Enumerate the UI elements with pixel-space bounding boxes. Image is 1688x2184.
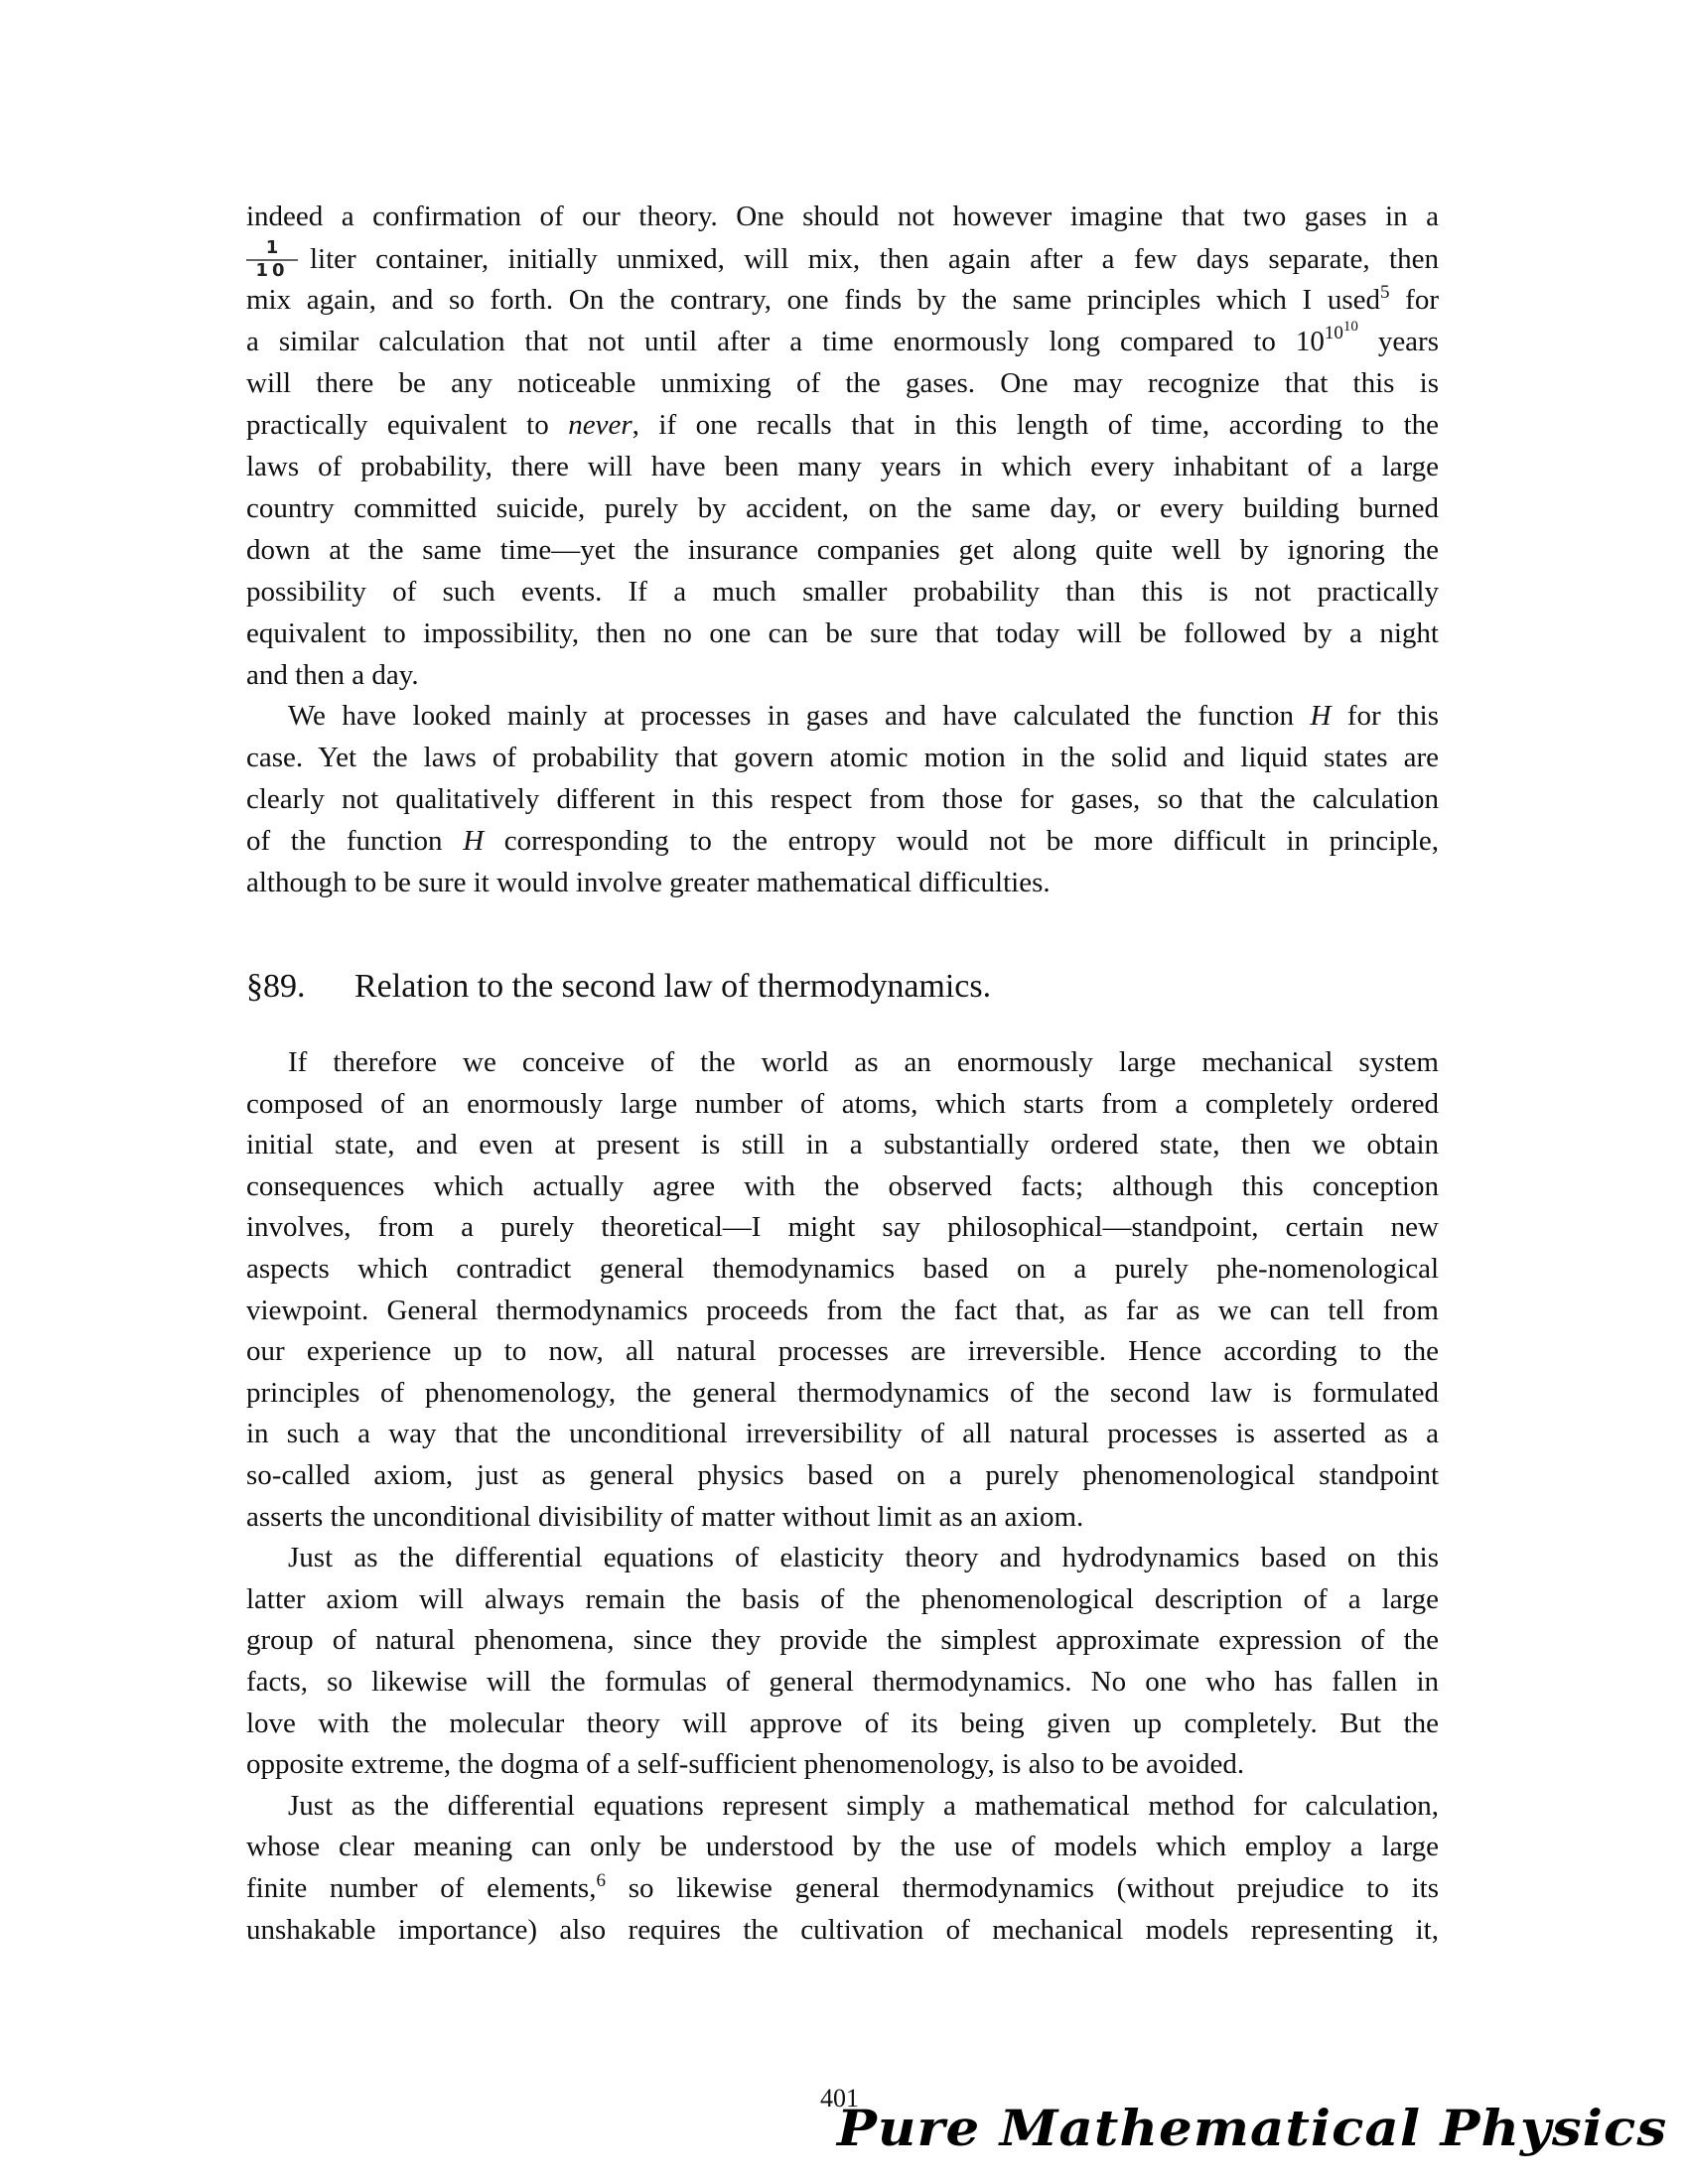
fraction-one-tenth — [246, 238, 298, 282]
p3-line-5: involves, from a purely theoretical—I might say philosophical—standpoint, certain new — [246, 1211, 1439, 1243]
p1-line-6-text: practically equivalent to — [246, 409, 549, 441]
footnote-ref-6[interactable]: 6 — [596, 1870, 606, 1891]
p2-line-5: although to be sure it would involve greater mathematical difficulties. — [246, 867, 1051, 898]
p3-line-1: If therefore we conceive of the world as an enormously large mechanical system — [288, 1046, 1439, 1078]
p3-line-11: so-called axiom, just as general physics based on a purely phenomenological standpoint — [246, 1459, 1439, 1491]
p2-line-3: clearly not qualitatively different in this respect from those for gases, so that the calculation — [246, 783, 1439, 815]
power-exponent — [1324, 319, 1358, 343]
p1-line-5: will there be any noticeable unmixing of the gases. One may recognize that this is — [246, 367, 1439, 399]
p2-line-4 — [246, 821, 1439, 863]
p1-line-8: country committed suicide, purely by accident, on the same day, or every building burned — [246, 492, 1439, 524]
power-exp2: 10 — [1342, 319, 1358, 335]
page-number: 401 — [820, 2084, 859, 2113]
p1-line-2-text: liter container, initially unmixed, will mix, then again after a few days separate, then — [310, 243, 1439, 275]
fraction-numerator: 1 — [265, 237, 279, 258]
p1-line-7: laws of probability, there will have been many years in which every inhabitant of a large — [246, 451, 1439, 482]
p5-line-4: unshakable importance) also requires the cultivation of mechanical models representing it, — [246, 1914, 1439, 1946]
p1-line-9: down at the same time—yet the insurance companies get along quite well by ignoring the — [246, 534, 1439, 566]
power-base: 10 — [1295, 326, 1325, 357]
fraction-denominator: 10 — [255, 260, 289, 281]
p2-line-4-tail: corresponding to the entropy would not be more difficult in principle, — [484, 825, 1440, 857]
italic-H: H — [463, 825, 485, 857]
p1-line-3-tail: for — [1389, 284, 1439, 316]
p3-line-6: aspects which contradict general themodynamics based on a purely phe-nomenological — [246, 1253, 1439, 1285]
p3-line-2: composed of an enormously large number of atoms, which starts from a completely ordered — [246, 1088, 1439, 1120]
p3-line-8: our experience up to now, all natural processes are irreversible. Hence according to the — [246, 1335, 1439, 1367]
p3-line-4: consequences which actually agree with the observed facts; although this conception — [246, 1170, 1439, 1202]
power-tower — [1295, 319, 1358, 357]
p4-line-2: latter axiom will always remain the basis of the phenomenological description of a large — [246, 1583, 1439, 1615]
p5-line-3-tail: so likewise general thermodynamics (without prejudice to its — [605, 1872, 1439, 1904]
p1-line-4 — [246, 319, 1439, 363]
p3-line-9: principles of phenomenology, the general thermodynamics of the second law is formulated — [246, 1377, 1439, 1409]
p5-line-2: whose clear meaning can only be understood by the use of models which employ a large — [246, 1831, 1439, 1862]
p4-line-5: love with the molecular theory will approve of its being given up completely. But the — [246, 1707, 1439, 1739]
p3-line-10: in such a way that the unconditional irreversibility of all natural processes is asserted as a — [246, 1418, 1439, 1449]
p3-line-12: asserts the unconditional divisibility of matter without limit as an axiom. — [246, 1501, 1084, 1533]
p3-line-7: viewpoint. General thermodynamics proceeds from the fact that, as far as we can tell from — [246, 1295, 1439, 1326]
p4-line-6: opposite extreme, the dogma of a self-sufficient phenomenology, is also to be avoided. — [246, 1748, 1245, 1780]
p2-line-1 — [288, 696, 1439, 738]
p1-line-3-text: mix again, and so forth. On the contrary, one finds by the same principles which I used — [246, 284, 1380, 316]
p2-line-1-tail: for this — [1331, 700, 1440, 732]
power-exp1: 10 — [1324, 323, 1343, 343]
p1-line-6-tail: , if one recalls that in this length of time, according to the — [632, 409, 1440, 441]
p1-line-4-text: a similar calculation that not until after a time enormously long compared to — [246, 326, 1276, 357]
italic-H: H — [1310, 700, 1332, 732]
footer-brand-logo: Pure Mathematical Physics — [837, 2099, 1668, 2157]
p5-line-3 — [246, 1868, 1439, 1910]
section-heading — [246, 963, 1439, 1011]
p1-line-12: and then a day. — [246, 659, 419, 691]
section-title: Relation to the second law of thermodynamics. — [354, 968, 992, 1005]
p1-line-4-tail: years — [1357, 326, 1439, 357]
p1-line-2 — [246, 238, 1439, 280]
p2-line-1-text: We have looked mainly at processes in gases and have calculated the function — [288, 700, 1295, 732]
section-number: §89. — [246, 968, 306, 1005]
p5-line-1: Just as the differential equations represent simply a mathematical method for calculation, — [288, 1790, 1439, 1822]
p2-line-2: case. Yet the laws of probability that govern atomic motion in the solid and liquid states are — [246, 742, 1439, 773]
p4-line-1: Just as the differential equations of elasticity theory and hydrodynamics based on this — [288, 1542, 1439, 1573]
p1-line-11: equivalent to impossibility, then no one can be sure that today will be followed by a night — [246, 617, 1439, 649]
p4-line-4: facts, so likewise will the formulas of general thermodynamics. No one who has fallen in — [246, 1666, 1439, 1698]
italic-never: never — [568, 409, 633, 441]
p1-line-10: possibility of such events. If a much smaller probability than this is not practically — [246, 576, 1439, 608]
p3-line-3: initial state, and even at present is still in a substantially ordered state, then we obtain — [246, 1129, 1439, 1160]
p1-line-3 — [246, 280, 1439, 322]
p4-line-3: group of natural phenomena, since they provide the simplest approximate expression of the — [246, 1624, 1439, 1656]
p2-line-4-text: of the function — [246, 825, 443, 857]
footnote-ref-5[interactable]: 5 — [1380, 282, 1390, 303]
p1-line-1: indeed a confirmation of our theory. One should not however imagine that two gases in a — [246, 201, 1439, 232]
p5-line-3-text: finite number of elements, — [246, 1872, 597, 1904]
p1-line-6 — [246, 405, 1439, 447]
